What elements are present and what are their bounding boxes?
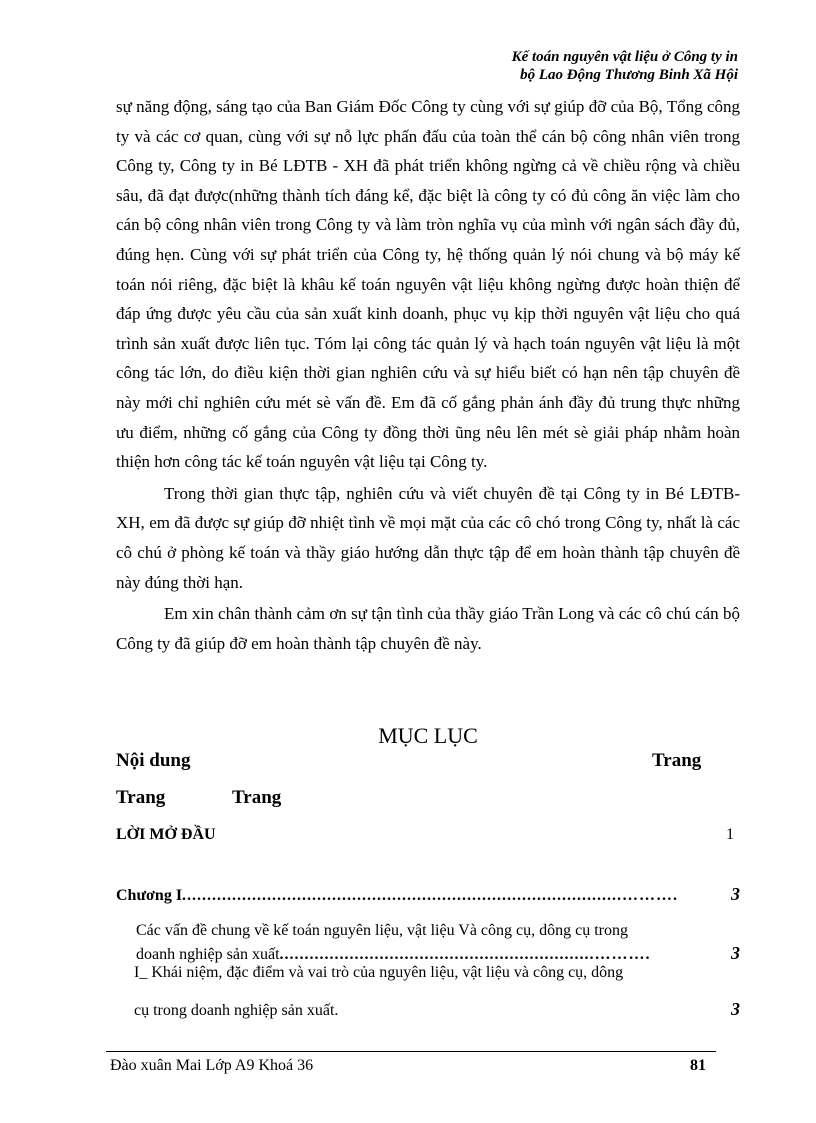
toc-title: MỤC LỤC — [378, 723, 478, 748]
paragraph-3: Em xin chân thành cảm ơn sự tận tình của thầy giáo Trần Long và các cô chú cán bộ Công ty đã giúp đỡ em hoàn thành tập chuyên đề này. — [116, 604, 740, 653]
toc-page-number: 3 — [731, 943, 740, 963]
toc-leader-dots: ...............................................................………. — [279, 946, 651, 963]
footer-page-number: 81 — [690, 1057, 706, 1074]
toc-entry-line-2: doanh nghiệp sản xuất — [136, 946, 280, 963]
toc-page-number: 3 — [731, 884, 740, 904]
toc-row2-label-a: Trang — [116, 787, 166, 808]
footer-author: Đào xuân Mai Lớp A9 Khoá 36 — [110, 1057, 314, 1074]
toc-entry-general-issues[interactable] — [136, 920, 740, 966]
toc-entry-preface-page: 1 — [726, 826, 734, 843]
toc-row2-label-b: Trang — [232, 787, 282, 808]
body-text — [116, 92, 740, 658]
header-line-2: bộ Lao Động Thương Binh Xã Hội — [520, 67, 738, 83]
toc-column-page: Trang — [652, 750, 702, 771]
toc-entry-line-2: cụ trong doanh nghiệp sản xuất. — [134, 1002, 339, 1019]
header-line-1: Kế toán nguyên vật liệu ở Công ty in — [511, 49, 738, 65]
footer-divider — [106, 1051, 716, 1052]
toc-entry-chapter-1[interactable] — [116, 884, 740, 905]
paragraph-1: sự năng động, sáng tạo của Ban Giám Đốc Công ty cùng với sự giúp đỡ của Bộ, Tổng công ty và các cơ quan, cùng với sự nỗ lực phấn đấu của toàn thể cán bộ công nhân viên trong Công ty, Công ty in Bé LĐTB - XH đã phát triển không ngừng cả về chiều rộng và chiều sâu, đã đạt được(những thành tích đáng kể, đặc biệt là công ty có đủ công ăn việc làm cho cán bộ công nhân viên trong Công ty và làm tròn nghĩa vụ của mình với ngân sách đầy đủ, đúng hẹn. Cùng với sự phát triển của Công ty, hệ thống quản lý nói chung và bộ máy kế toán nói riêng, đặc biệt là khâu kế toán nguyên vật liệu không ngừng được hoàn thiện để đáp ứng được yêu cầu của sản xuất kinh doanh, phục vụ kịp thời nguyên vật liệu cho quá trình sản xuất được liên tục. Tóm lại công tác quản lý và hạch toán nguyên vật liệu là một công tác lớn, do điều kiện thời gian nghiên cứu và sự hiểu biết có hạn nên tập chuyên đề này mới chỉ nghiên cứu mét sè vấn đề. Em đã cố gắng phản ánh đầy đủ trung thực những ưu điểm, những cố gắng của Công ty đồng thời ũng nêu lên mét sè giải pháp nhằm hoàn thiện hơn công tác kế toán nguyên vật liệu tại Công ty. — [116, 97, 740, 472]
toc-entry-preface[interactable] — [116, 826, 216, 844]
paragraph-2: Trong thời gian thực tập, nghiên cứu và viết chuyên đề tại Công ty in Bé LĐTB-XH, em đã được sự giúp đỡ nhiệt tình về mọi mặt của các cô chó trong Công ty, nhất là các cô chú ở phòng kế toán và thầy giáo hướng dẫn thực tập để em hoàn thành tập chuyên đề này đúng thời hạn. — [116, 483, 740, 592]
toc-leader-dots: ........................................................................................………. — [182, 887, 679, 904]
toc-entry-line-1: I_ Khái niệm, đặc điểm và vai trò của nguyên liệu, vật liệu và công cụ, dông — [134, 964, 624, 981]
toc-entry-label: Chương I — [116, 887, 183, 904]
toc-page-number: 3 — [731, 999, 740, 1019]
toc-entry-line-1: Các vấn đề chung về kế toán nguyên liệu, vật liệu Và công cụ, dông cụ trong — [136, 922, 629, 939]
toc-entry-label: LỜI MỞ ĐẦU — [116, 826, 216, 843]
toc-entry-concepts[interactable] — [134, 962, 740, 1022]
toc-column-content: Nội dung — [116, 750, 191, 771]
running-header — [512, 48, 738, 84]
